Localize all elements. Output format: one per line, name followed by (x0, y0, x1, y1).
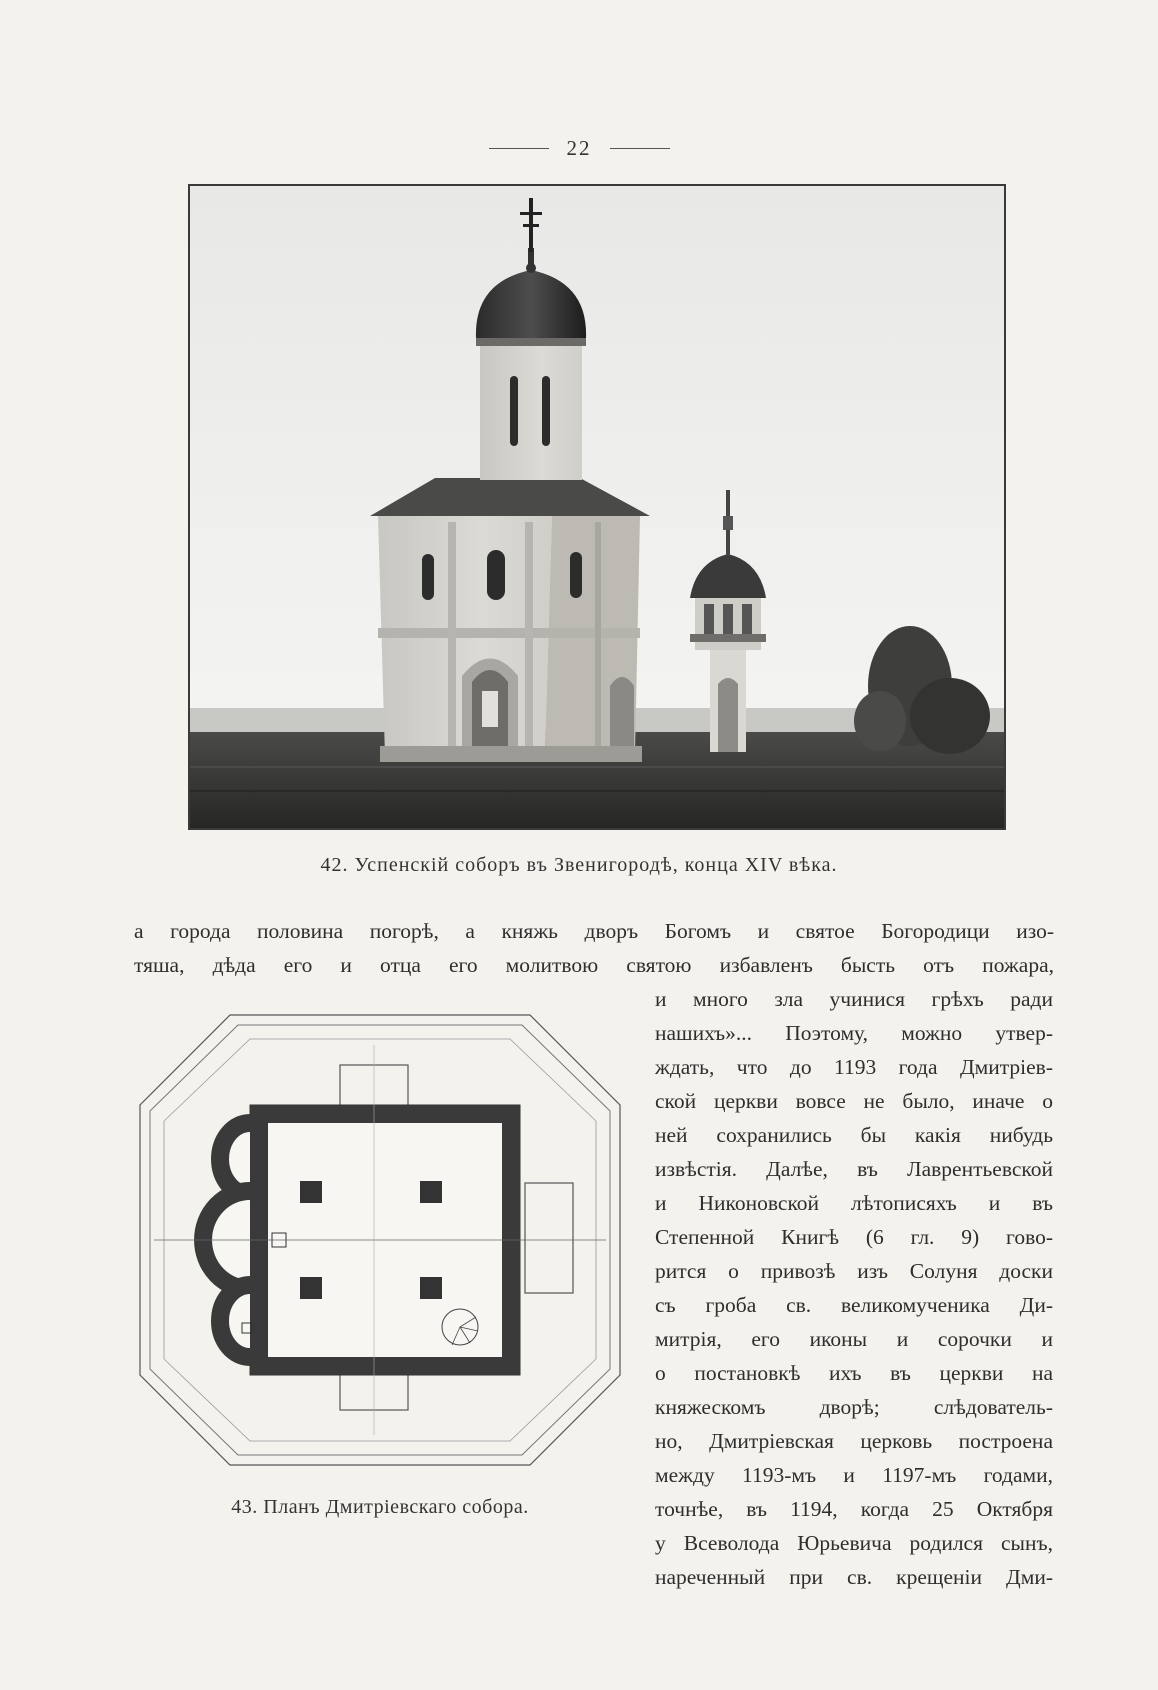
page-number: 22 (566, 136, 592, 160)
text-line: точнѣе, въ 1194, когда 25 Октября (655, 1497, 1053, 1521)
text-line: ждать, что до 1193 года Дмитріев- (655, 1055, 1053, 1079)
figure-42-caption: 42. Успенскій соборъ въ Звенигородѣ, конца XIV вѣка. (320, 854, 838, 876)
text-line: Степенной Книгѣ (6 гл. 9) гово- (655, 1225, 1053, 1249)
cathedral-floor-plan (130, 1005, 630, 1475)
text-line: рится о привозѣ изъ Солуня доски (655, 1259, 1053, 1283)
figure-43-caption: 43. Планъ Дмитріевскаго собора. (231, 1496, 529, 1518)
rule-right (610, 148, 670, 149)
page-number-row (0, 136, 1158, 161)
text-line: о постановкѣ ихъ въ церкви на (655, 1361, 1053, 1385)
text-column (655, 982, 1053, 1594)
text-line: митрія, его иконы и сорочки и (655, 1327, 1053, 1351)
text-line: нареченный при св. крещеніи Дми- (655, 1565, 1053, 1589)
text-line: нашихъ»... Поэтому, можно утвер- (655, 1021, 1053, 1045)
text-line: но, Дмитріевская церковь построена (655, 1429, 1053, 1453)
text-line: между 1193-мъ и 1197-мъ годами, (655, 1463, 1053, 1487)
cathedral-photograph (188, 184, 1006, 830)
text-line: ской церкви вовсе не было, иначе о (655, 1089, 1053, 1113)
text-line: и много зла учинися грѣхъ ради (655, 987, 1053, 1011)
text-line: извѣстія. Далѣе, въ Лаврентьевской (655, 1157, 1053, 1181)
text-line: княжескомъ дворѣ; слѣдователь- (655, 1395, 1053, 1419)
text-line: у Всеволода Юрьевича родился сынъ, (655, 1531, 1053, 1555)
text-line: а города половина погорѣ, а княжь дворъ Богомъ и святое Богородици изо- (134, 919, 1054, 943)
text-line: ней сохранились бы какія нибудь (655, 1123, 1053, 1147)
text-line: тяша, дѣда его и отца его молитвою святою избавленъ бысть отъ пожара, (134, 953, 1054, 977)
text-line: и Никоновской лѣтописяхъ и въ (655, 1191, 1053, 1215)
rule-left (489, 148, 549, 149)
text-line: съ гроба св. великомученика Ди- (655, 1293, 1053, 1317)
